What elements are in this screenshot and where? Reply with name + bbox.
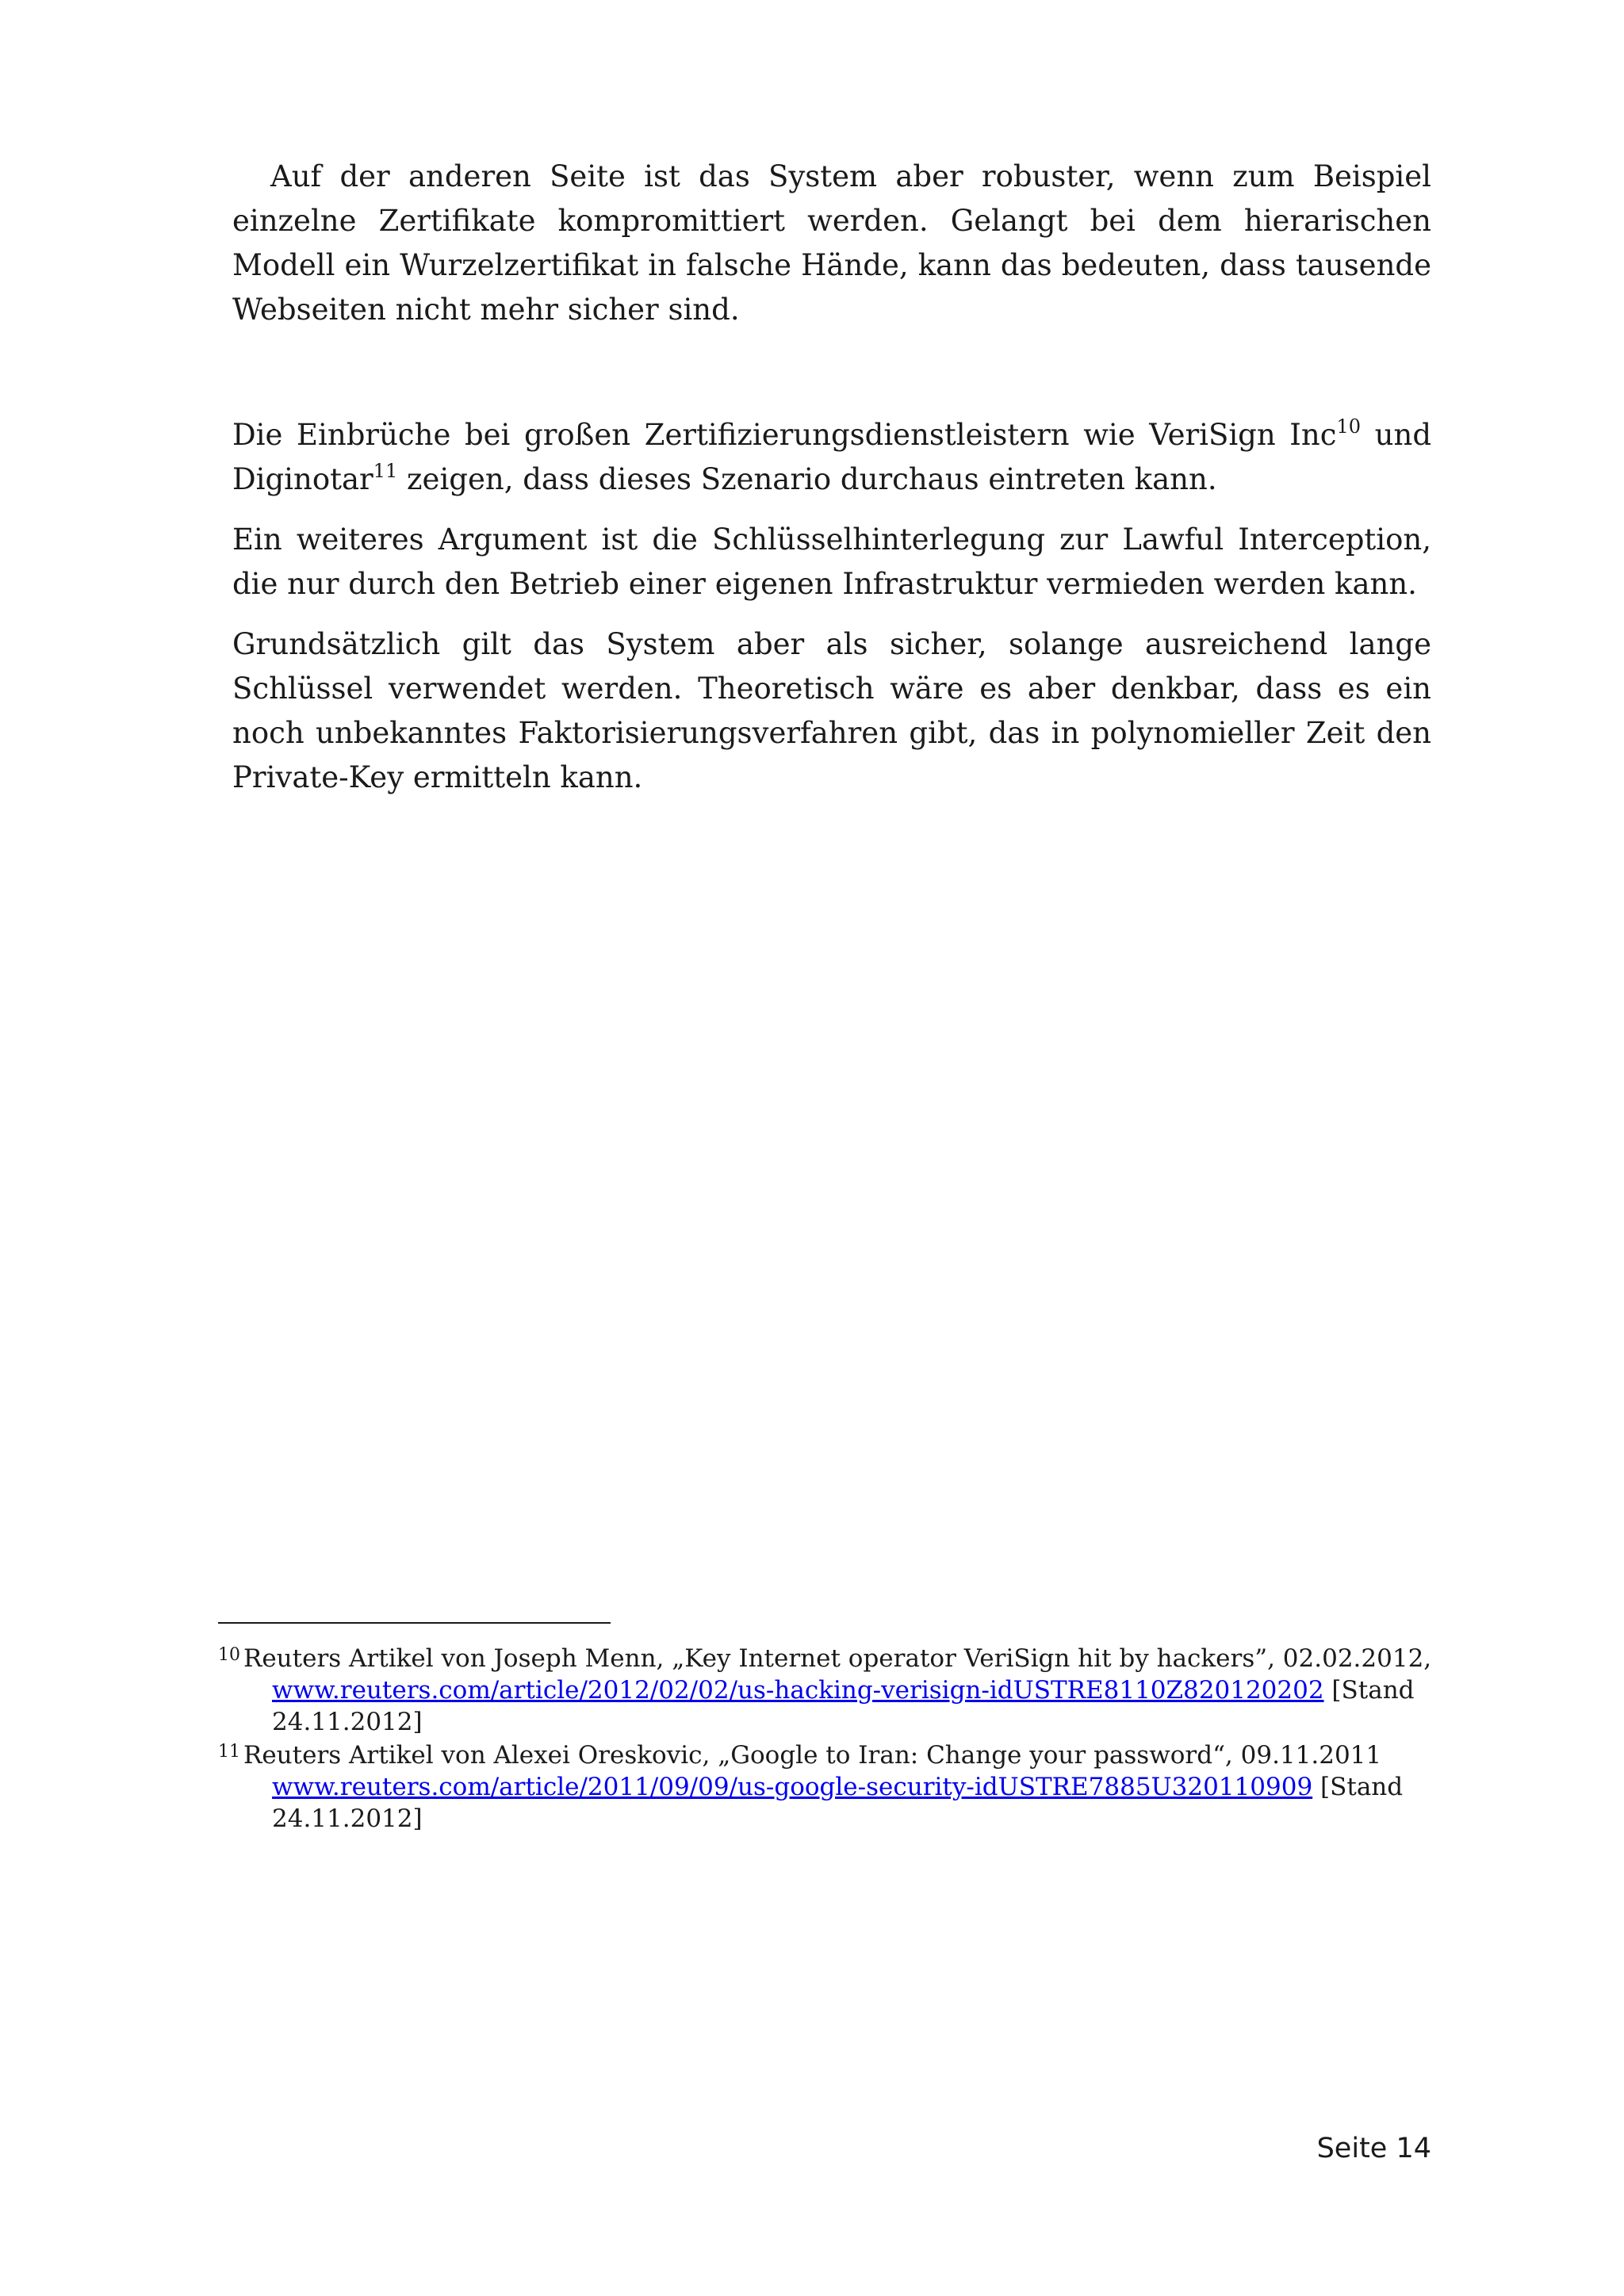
paragraph-breaches-text-3: zeigen, dass dieses Szenario durchaus eintreten kann. bbox=[397, 462, 1217, 496]
footnote-10-link-line bbox=[218, 1674, 1439, 1706]
paragraph-lawful-interception: Ein weiteres Argument ist die Schlüsselhinterlegung zur Lawful Interception, die nur durch den Betrieb einer eigenen Infrastruktur vermieden werden kann. bbox=[232, 522, 1431, 601]
footnote-10-line bbox=[218, 1640, 1439, 1674]
footnote-11-stand: [Stand bbox=[1312, 1773, 1404, 1801]
paragraph-breaches-text-2: und Diginotar bbox=[232, 418, 1432, 496]
footnote-11-text: Reuters Artikel von Alexei Oreskovic, „Google to Iran: Change your password“, 09.11.2011 bbox=[243, 1741, 1382, 1770]
footnote-10-text: Reuters Artikel von Joseph Menn, „Key Internet operator VeriSign hit by hackers”, 02.02.2012, bbox=[243, 1644, 1432, 1673]
footnote-11-link[interactable]: www.reuters.com/article/2011/09/09/us-google-security-idUSTRE7885U320110909 bbox=[272, 1773, 1313, 1801]
paragraph-breaches bbox=[232, 413, 1431, 502]
footnote-ref-10[interactable]: 10 bbox=[1336, 415, 1362, 438]
footnote-11-line bbox=[218, 1736, 1439, 1771]
footnote-10-date: 24.11.2012] bbox=[272, 1708, 423, 1736]
footnote-11-date: 24.11.2012] bbox=[272, 1804, 423, 1833]
paragraph-breaches-text-1: Die Einbrüche bei großen Zertifizierungsdienstleistern wie VeriSign Inc bbox=[232, 418, 1337, 452]
page-number: Seite 14 bbox=[1316, 2133, 1431, 2164]
footnote-separator bbox=[218, 1622, 611, 1624]
footnote-10-stand: [Stand bbox=[1323, 1676, 1415, 1705]
footnote-ref-11[interactable]: 11 bbox=[373, 460, 398, 482]
footnote-10-number: 10 bbox=[218, 1645, 240, 1665]
footnote-11 bbox=[218, 1736, 1439, 1835]
footnote-11-number: 11 bbox=[218, 1742, 240, 1762]
paragraph-security-conclusion: Grundsätzlich gilt das System aber als sicher, solange ausreichend lange Schlüssel verwendet werden. Theoretisch wäre es aber denkbar, dass es ein noch unbekanntes Faktorisierungsverfahren gibt, das in polynomieller Zeit den Private-Key ermitteln kann. bbox=[232, 627, 1431, 794]
footnote-11-link-line bbox=[218, 1771, 1439, 1803]
footnote-10-link[interactable]: www.reuters.com/article/2012/02/02/us-hacking-verisign-idUSTRE8110Z820120202 bbox=[272, 1676, 1324, 1705]
footnote-10 bbox=[218, 1640, 1439, 1738]
paragraph-robustness: Auf der anderen Seite ist das System aber robuster, wenn zum Beispiel einzelne Zertifikate kompromittiert werden. Gelangt bei dem hierarischen Modell ein Wurzelzertifikat in falsche Hände, kann das bedeuten, dass tausende Webseiten nicht mehr sicher sind. bbox=[232, 159, 1431, 327]
